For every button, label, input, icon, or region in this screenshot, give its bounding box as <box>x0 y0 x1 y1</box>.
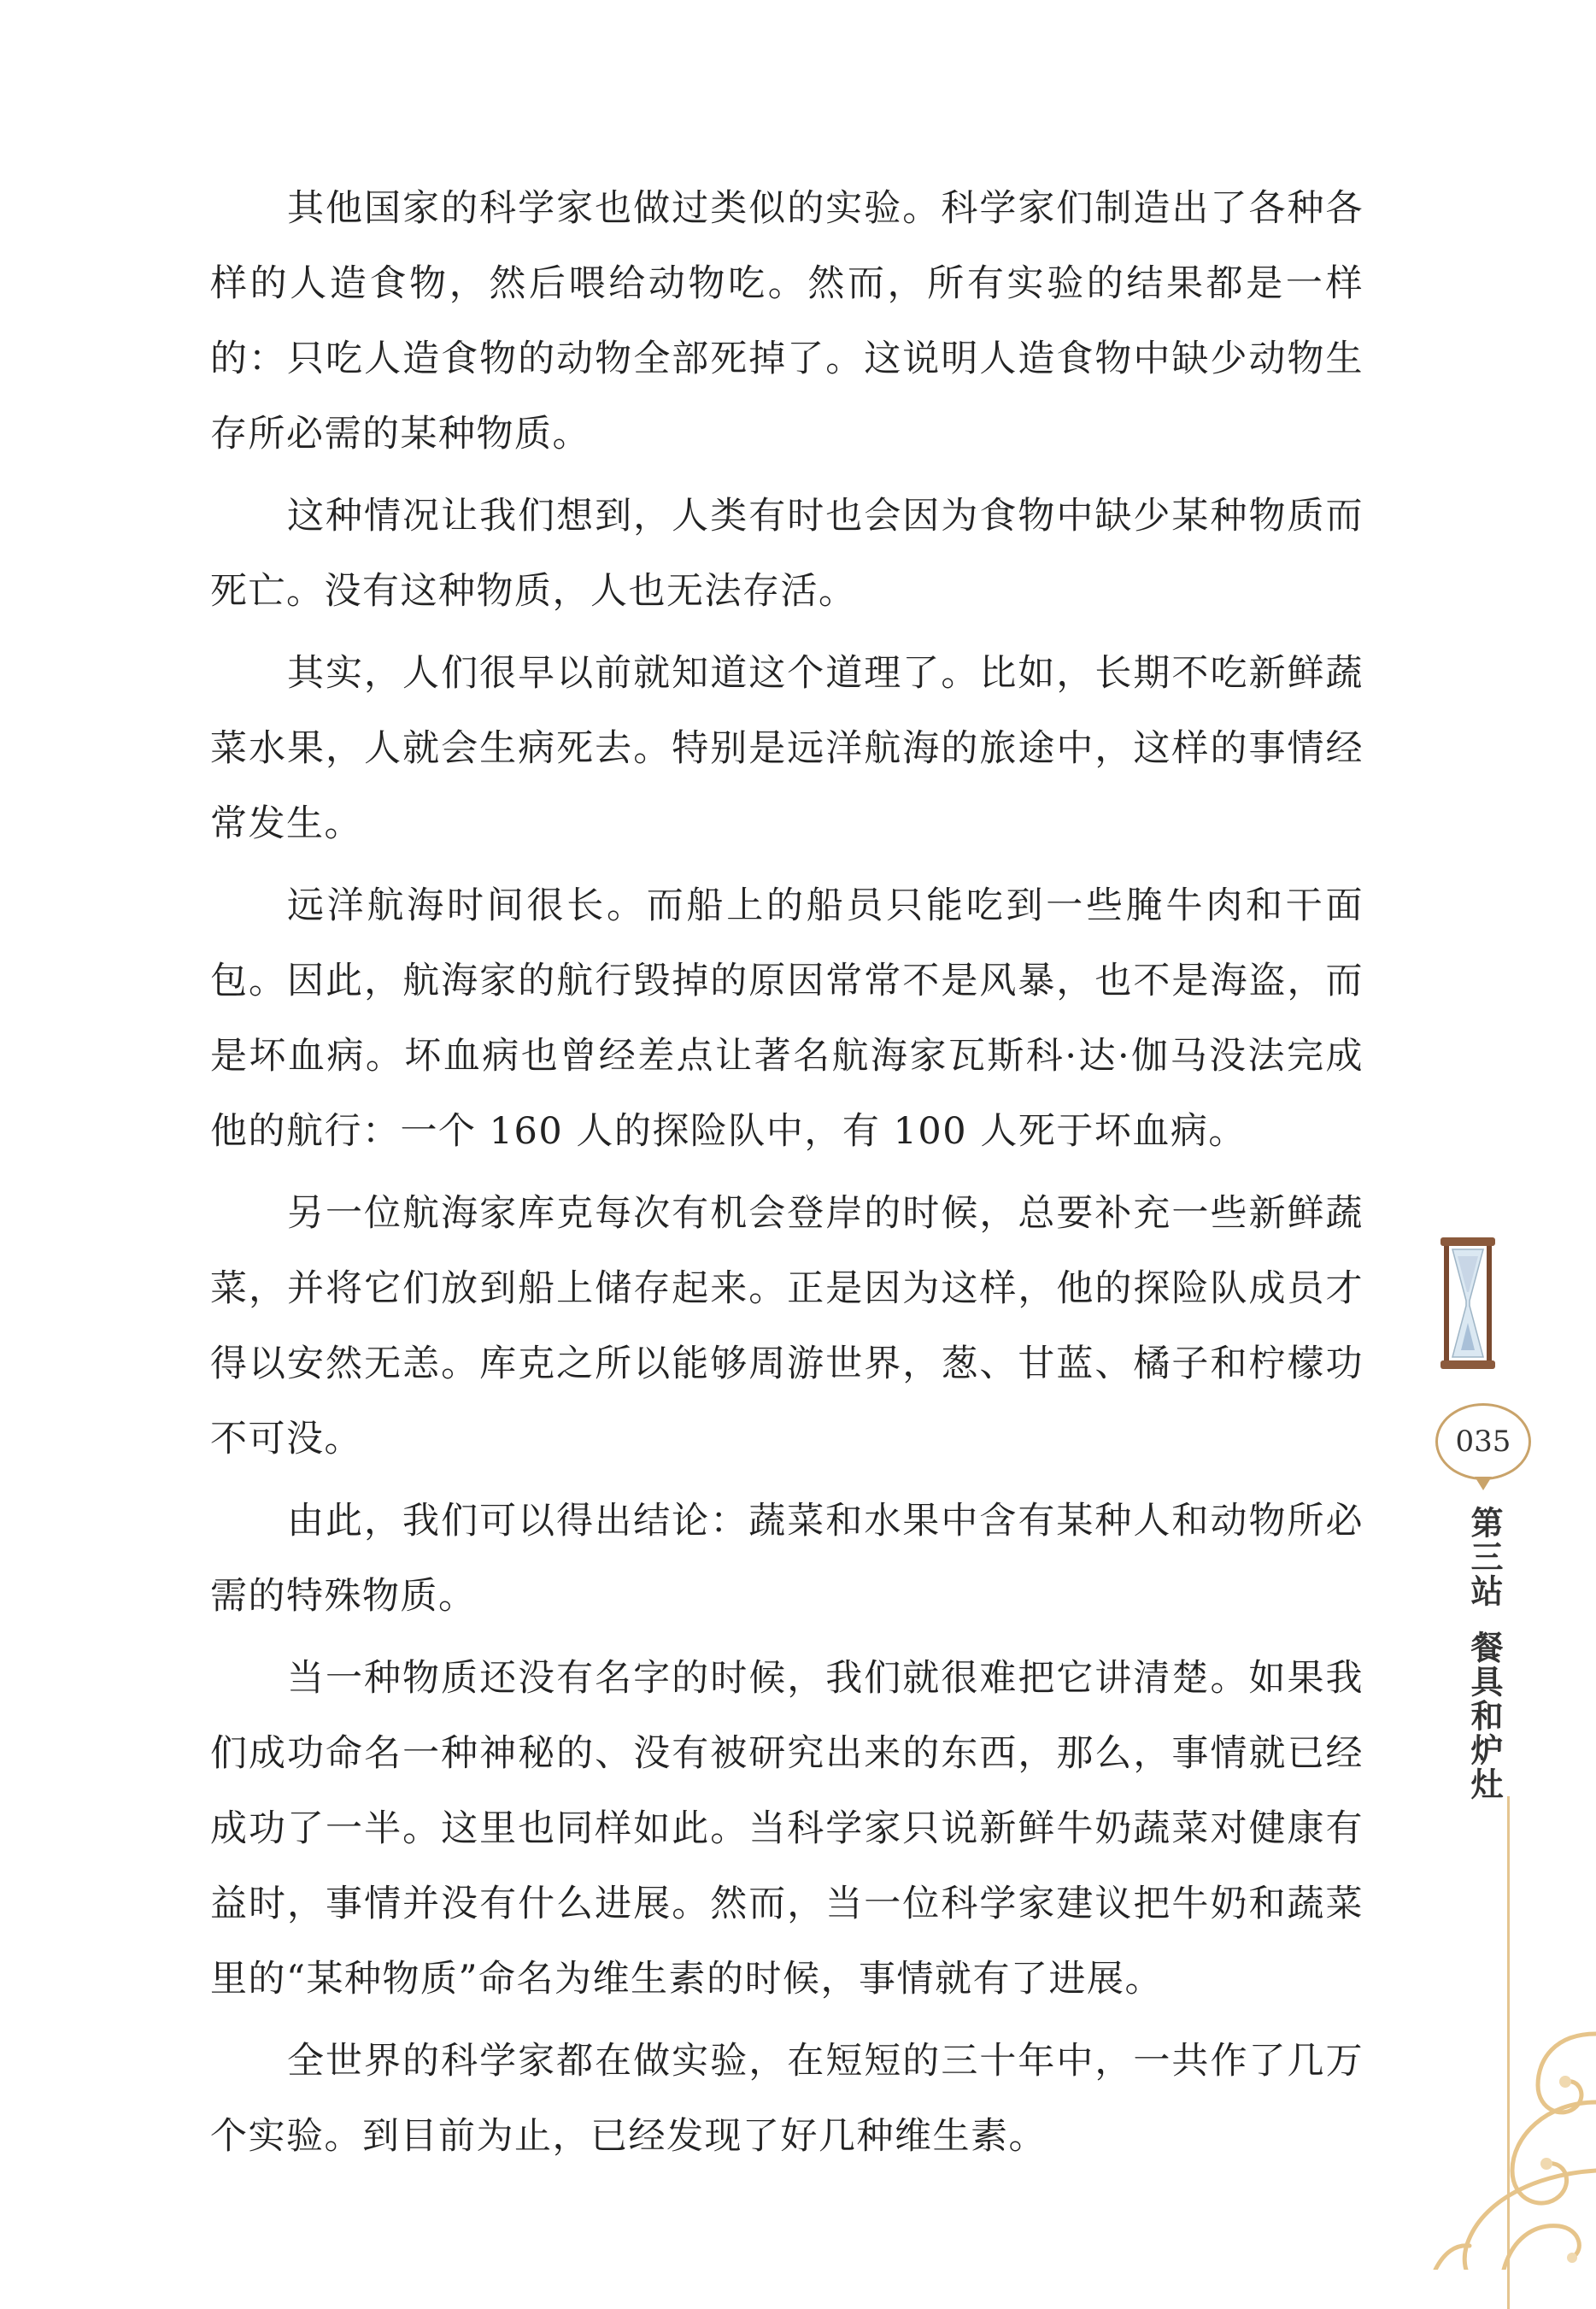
body-text <box>210 171 1364 2181</box>
paragraph-6: 由此，我们可以得出结论：蔬菜和水果中含有某种人和动物所必需的特殊物质。 <box>210 1500 1364 1618</box>
chapter-heading <box>1454 1506 1514 1801</box>
paragraph-3: 其实，人们很早以前就知道这个道理了。比如，长期不吃新鲜蔬菜水果，人就会生病死去。特别是远洋航海的旅途中，这样的事情经常发生。 <box>210 652 1364 845</box>
paragraph-7: 当一种物质还没有名字的时候，我们就很难把它讲清楚。如果我们成功命名一种神秘的、没有被研究出来的东西，那么，事情就已经成功了一半。这里也同样如此。当科学家只说新鲜牛奶蔬菜对健康有益时，事情并没有什么进展。然而，当一位科学家建议把牛奶和蔬菜里的“某种物质”命名为维生素的时候，事情就有了进展。 <box>210 1657 1364 2001</box>
paragraph-2: 这种情况让我们想到，人类有时也会因为食物中缺少某种物质而死亡。没有这种物质，人也无法存活。 <box>210 495 1364 613</box>
badge-pointer <box>1475 1477 1492 1490</box>
paragraph-4: 远洋航海时间很长。而船上的船员只能吃到一些腌牛肉和干面包。因此，航海家的航行毁掉的原因常常不是风暴，也不是海盗，而是坏血病。坏血病也曾经差点让著名航海家瓦斯科·达·伽马没法完成他的航行：一个 160 人的探险队中，有 100 人死于坏血病。 <box>210 884 1364 1153</box>
station-label: 第三站 <box>1465 1506 1504 1608</box>
corner-ornament-icon <box>1384 2000 1596 2270</box>
paragraph-8: 全世界的科学家都在做实验，在短短的三十年中，一共作了几万个实验。到目前为止，已经发现了好几种维生素。 <box>210 2040 1364 2158</box>
page-number-badge <box>1435 1403 1531 1480</box>
chapter-title: 餐具和炉灶 <box>1465 1630 1504 1801</box>
page-number: 035 <box>1455 1425 1511 1459</box>
hourglass-icon <box>1441 1237 1495 1369</box>
paragraph-1: 其他国家的科学家也做过类似的实验。科学家们制造出了各种各样的人造食物，然后喂给动物吃。然而，所有实验的结果都是一样的：只吃人造食物的动物全部死掉了。这说明人造食物中缺少动物生存所必需的某种物质。 <box>210 187 1364 455</box>
paragraph-5: 另一位航海家库克每次有机会登岸的时候，总要补充一些新鲜蔬菜，并将它们放到船上储存起来。正是因为这样，他的探险队成员才得以安然无恙。库克之所以能够周游世界，葱、甘蓝、橘子和柠檬功不可没。 <box>210 1192 1364 1460</box>
